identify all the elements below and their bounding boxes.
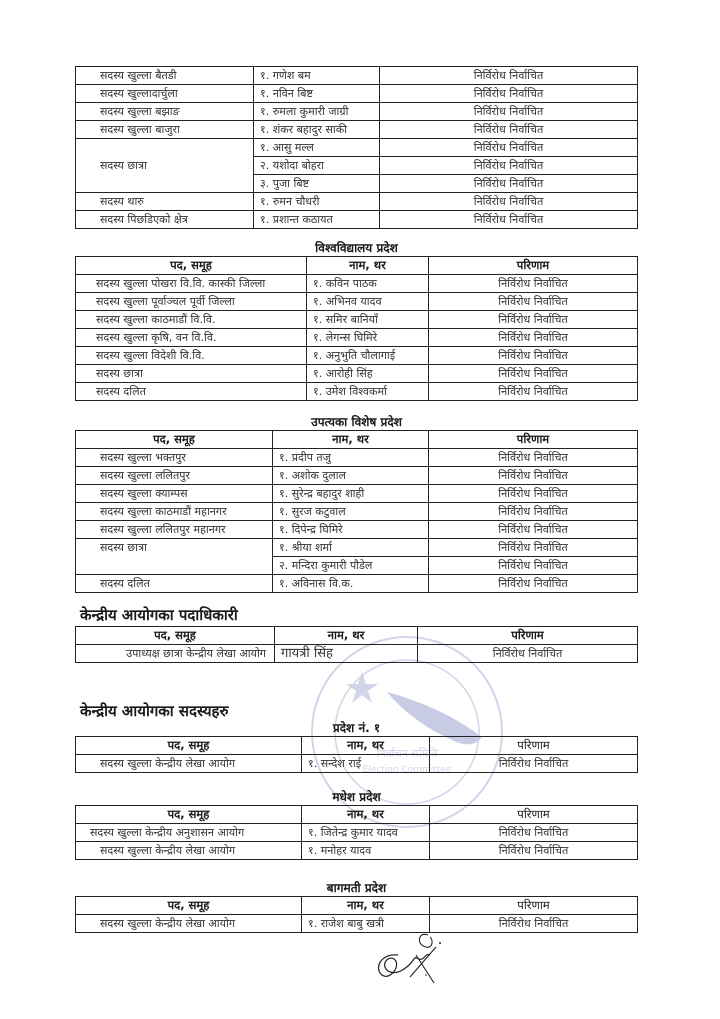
result-cell: निर्विरोध निर्वाचित bbox=[430, 824, 638, 842]
table-row bbox=[76, 645, 638, 663]
post-cell: सदस्य थारु bbox=[76, 193, 254, 211]
header-post: पद, समूह bbox=[76, 627, 275, 645]
table-row bbox=[76, 383, 638, 401]
name-cell: १. अनुभुति चौलागाई bbox=[307, 347, 429, 365]
result-cell: निर्विरोध निर्वाचित bbox=[429, 293, 638, 311]
result-cell: निर्विरोध निर्वाचित bbox=[430, 915, 638, 933]
table-header-row bbox=[76, 627, 638, 645]
table-row bbox=[76, 485, 638, 503]
table-row bbox=[76, 121, 638, 139]
post-cell: सदस्य खुल्ला केन्द्रीय अनुशासन आयोग bbox=[76, 824, 302, 842]
table-row bbox=[76, 85, 638, 103]
result-cell: निर्विरोध निर्वाचित bbox=[380, 157, 638, 175]
name-cell: १. सन्देश राई bbox=[302, 755, 430, 773]
post-cell: सदस्य खुल्ला क्याम्पस bbox=[76, 485, 273, 503]
result-cell: निर्विरोध निर्वाचित bbox=[429, 575, 638, 593]
post-cell: सदस्य खुल्ला भक्तपुर bbox=[76, 449, 273, 467]
table-header-row bbox=[76, 897, 638, 915]
table-row bbox=[76, 539, 638, 557]
post-cell: सदस्य खुल्ला कृषि, वन वि.वि. bbox=[76, 329, 307, 347]
name-cell: १. राजेश बाबु खत्री bbox=[302, 915, 430, 933]
post-cell: सदस्य खुल्ला केन्द्रीय लेखा आयोग bbox=[76, 755, 302, 773]
name-cell: १. श्रीया शर्मा bbox=[273, 539, 429, 557]
post-cell: सदस्य खुल्ला बैतडी bbox=[76, 67, 254, 85]
result-cell: निर्विरोध निर्वाचित bbox=[429, 275, 638, 293]
post-cell: सदस्य खुल्ला पूर्वाञ्चल पूर्वी जिल्ला bbox=[76, 293, 307, 311]
table-header-row bbox=[76, 257, 638, 275]
table-province-1 bbox=[75, 736, 638, 773]
header-name: नाम, थर bbox=[273, 431, 429, 449]
name-cell: १. आसु मल्ल bbox=[254, 139, 380, 157]
name-cell: १. रुमला कुमारी जाग्री bbox=[254, 103, 380, 121]
header-result: परिणाम bbox=[429, 257, 638, 275]
table-row bbox=[76, 824, 638, 842]
table-university-province bbox=[75, 256, 638, 401]
header-result: परिणाम bbox=[429, 431, 638, 449]
result-cell: निर्विरोध निर्वाचित bbox=[380, 67, 638, 85]
result-cell: निर्विरोध निर्वाचित bbox=[429, 383, 638, 401]
table-row bbox=[76, 449, 638, 467]
stamp-text-nepali: निर्वाचन समिति bbox=[376, 747, 438, 760]
post-cell: सदस्य खुल्ला बाजुरा bbox=[76, 121, 254, 139]
name-cell: १. समिर बानियाँ bbox=[307, 311, 429, 329]
post-cell: सदस्य खुल्ला काठमाडौं महानगर bbox=[76, 503, 273, 521]
name-cell: १. कविन पाठक bbox=[307, 275, 429, 293]
table-header-row bbox=[76, 806, 638, 824]
result-cell: निर्विरोध निर्वाचित bbox=[380, 121, 638, 139]
post-cell: सदस्य खुल्ला विदेशी वि.वि. bbox=[76, 347, 307, 365]
name-cell: १. रुमन चौधरी bbox=[254, 193, 380, 211]
caption-bagmati-province: बागमती प्रदेश bbox=[326, 881, 387, 895]
header-name: नाम, थर bbox=[307, 257, 429, 275]
header-post: पद, समूह bbox=[76, 897, 302, 915]
post-cell: सदस्य छात्रा bbox=[76, 365, 307, 383]
name-cell: १. प्रशान्त कठायत bbox=[254, 211, 380, 229]
table-row bbox=[76, 293, 638, 311]
result-cell: निर्विरोध निर्वाचित bbox=[380, 193, 638, 211]
post-cell: सदस्य खुल्लादार्चुला bbox=[76, 85, 254, 103]
post-cell: सदस्य खुल्ला केन्द्रीय लेखा आयोग bbox=[76, 915, 302, 933]
table-madhesh-province bbox=[75, 805, 638, 860]
result-cell: निर्विरोध निर्वाचित bbox=[418, 645, 638, 663]
result-cell: निर्विरोध निर्वाचित bbox=[380, 175, 638, 193]
post-cell: सदस्य खुल्ला बझाङ bbox=[76, 103, 254, 121]
post-cell: सदस्य खुल्ला ललितपुर bbox=[76, 467, 273, 485]
name-cell: १. प्रदीप तजु bbox=[273, 449, 429, 467]
header-post: पद, समूह bbox=[76, 737, 302, 755]
name-cell: १. दिपेन्द्र घिमिरे bbox=[273, 521, 429, 539]
name-cell: १. नविन बिष्ट bbox=[254, 85, 380, 103]
post-cell: उपाध्यक्ष छात्रा केन्द्रीय लेखा आयोग bbox=[76, 645, 275, 663]
name-cell: १. जितेन्द्र कुमार यादव bbox=[302, 824, 430, 842]
name-cell: १. लेगन्स घिमिरे bbox=[307, 329, 429, 347]
table-row bbox=[76, 193, 638, 211]
table-row bbox=[76, 311, 638, 329]
header-post: पद, समूह bbox=[76, 257, 307, 275]
post-cell: सदस्य छात्रा bbox=[76, 539, 273, 575]
section-title-central-officials: केन्द्रीय आयोगका पदाधिकारी bbox=[80, 606, 238, 624]
table-sudurpaschim-continued bbox=[75, 66, 638, 229]
table-row bbox=[76, 755, 638, 773]
result-cell: निर्विरोध निर्वाचित bbox=[380, 103, 638, 121]
post-cell: सदस्य दलित bbox=[76, 383, 307, 401]
header-result: परिणाम bbox=[418, 627, 638, 645]
stamp-text-english: Election Committee bbox=[362, 765, 452, 775]
caption-university-province: विश्वविद्यालय प्रदेश bbox=[315, 241, 398, 255]
post-cell: सदस्य खुल्ला पोखरा वि.वि. कास्की जिल्ला bbox=[76, 275, 307, 293]
result-cell: निर्विरोध निर्वाचित bbox=[429, 329, 638, 347]
header-result: परिणाम bbox=[430, 897, 638, 915]
result-cell: निर्विरोध निर्वाचित bbox=[429, 311, 638, 329]
name-cell: १. सुरेन्द्र बहादुर शाही bbox=[273, 485, 429, 503]
result-cell: निर्विरोध निर्वाचित bbox=[429, 467, 638, 485]
table-row bbox=[76, 365, 638, 383]
table-central-officials bbox=[75, 626, 638, 663]
post-cell: सदस्य दलित bbox=[76, 575, 273, 593]
table-bagmati-province bbox=[75, 896, 638, 933]
name-cell: १. आरोही सिंह bbox=[307, 365, 429, 383]
post-cell: सदस्य खुल्ला ललितपुर महानगर bbox=[76, 521, 273, 539]
header-name: नाम, थर bbox=[275, 627, 418, 645]
table-row bbox=[76, 275, 638, 293]
header-name: नाम, थर bbox=[302, 806, 430, 824]
table-row bbox=[76, 211, 638, 229]
post-cell: सदस्य छात्रा bbox=[76, 139, 254, 193]
result-cell: निर्विरोध निर्वाचित bbox=[380, 211, 638, 229]
result-cell: निर्विरोध निर्वाचित bbox=[430, 842, 638, 860]
name-cell: १. अशोक दुलाल bbox=[273, 467, 429, 485]
table-row bbox=[76, 467, 638, 485]
post-cell: सदस्य खुल्ला केन्द्रीय लेखा आयोग bbox=[76, 842, 302, 860]
table-row bbox=[76, 915, 638, 933]
result-cell: निर्विरोध निर्वाचित bbox=[429, 503, 638, 521]
table-row bbox=[76, 503, 638, 521]
table-row bbox=[76, 575, 638, 593]
result-cell: निर्विरोध निर्वाचित bbox=[429, 347, 638, 365]
caption-province-1: प्रदेश नं. १ bbox=[332, 721, 381, 735]
name-cell: २. यशोदा बोहरा bbox=[254, 157, 380, 175]
name-cell: १. अभिनव यादव bbox=[307, 293, 429, 311]
name-cell: १. अविनास वि.क. bbox=[273, 575, 429, 593]
table-header-row bbox=[76, 431, 638, 449]
result-cell: निर्विरोध निर्वाचित bbox=[429, 521, 638, 539]
header-post: पद, समूह bbox=[76, 806, 302, 824]
caption-madhesh-province: मधेश प्रदेश bbox=[332, 790, 381, 804]
header-result: परिणाम bbox=[430, 806, 638, 824]
name-cell: १. उमेश विश्वकर्मा bbox=[307, 383, 429, 401]
result-cell: निर्विरोध निर्वाचित bbox=[429, 557, 638, 575]
name-cell: ३. पुजा बिष्ट bbox=[254, 175, 380, 193]
name-cell: १. शंकर बहादुर साकी bbox=[254, 121, 380, 139]
header-name: नाम, थर bbox=[302, 897, 430, 915]
table-row bbox=[76, 103, 638, 121]
header-result: परिणाम bbox=[430, 737, 638, 755]
header-post: पद, समूह bbox=[76, 431, 273, 449]
result-cell: निर्विरोध निर्वाचित bbox=[429, 365, 638, 383]
table-row bbox=[76, 67, 638, 85]
signature bbox=[370, 925, 460, 987]
post-cell: सदस्य खुल्ला काठमाडौं वि.वि. bbox=[76, 311, 307, 329]
result-cell: निर्विरोध निर्वाचित bbox=[429, 539, 638, 557]
caption-valley-province: उपत्यका विशेष प्रदेश bbox=[311, 415, 402, 429]
name-cell: गायत्री सिंह bbox=[275, 645, 418, 663]
name-cell: १. गणेश बम bbox=[254, 67, 380, 85]
table-row bbox=[76, 347, 638, 365]
post-cell: सदस्य पिछडिएको क्षेत्र bbox=[76, 211, 254, 229]
section-title-central-members: केन्द्रीय आयोगका सदस्यहरु bbox=[80, 702, 229, 720]
table-row bbox=[76, 842, 638, 860]
name-cell: २. मन्दिरा कुमारी पौडेल bbox=[273, 557, 429, 575]
table-header-row bbox=[76, 737, 638, 755]
result-cell: निर्विरोध निर्वाचित bbox=[380, 85, 638, 103]
table-row bbox=[76, 521, 638, 539]
result-cell: निर्विरोध निर्वाचित bbox=[380, 139, 638, 157]
result-cell: निर्विरोध निर्वाचित bbox=[429, 449, 638, 467]
result-cell: निर्विरोध निर्वाचित bbox=[430, 755, 638, 773]
name-cell: १. मनोहर यादव bbox=[302, 842, 430, 860]
table-row bbox=[76, 329, 638, 347]
name-cell: १. सुरज कटुवाल bbox=[273, 503, 429, 521]
table-row bbox=[76, 139, 638, 157]
header-name: नाम, थर bbox=[302, 737, 430, 755]
table-valley-province bbox=[75, 430, 638, 593]
result-cell: निर्विरोध निर्वाचित bbox=[429, 485, 638, 503]
